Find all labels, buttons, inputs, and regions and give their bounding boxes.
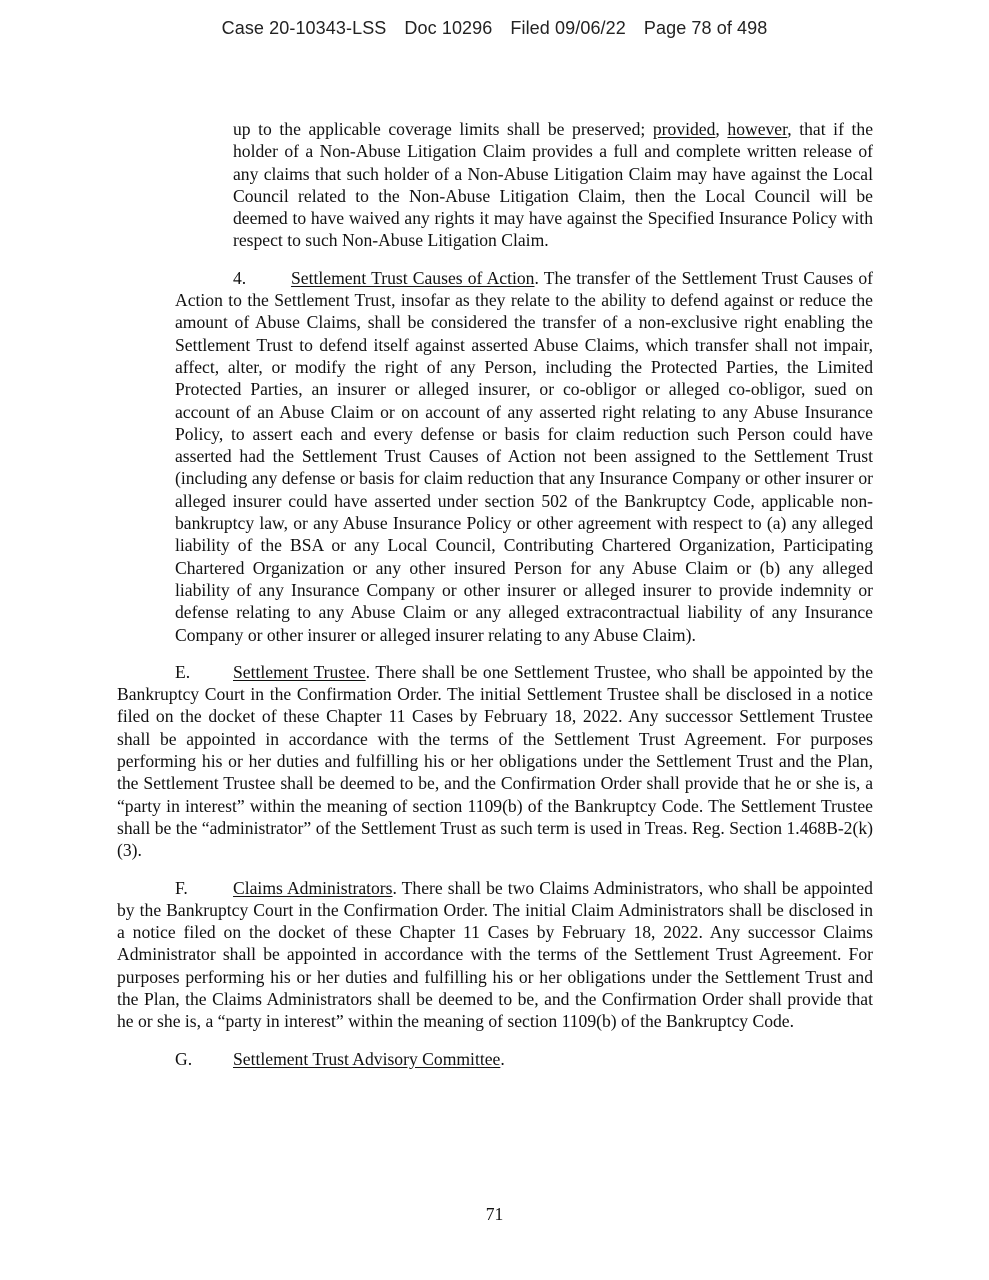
continuation-paragraph: up to the applicable coverage limits shall be preserved; provided, however, that if the holder of a Non-Abuse Litigation Claim provides a full and complete written release of any claims that such holder of a Non-Abuse Litigation Claim may have against the Local Council related to the Non-Abuse Litigation Claim, then the Local Council will be deemed to have waived any rights it may have against the Specified Insurance Policy with respect to such Non-Abuse Litigation Claim. xyxy=(233,119,873,251)
document-body xyxy=(117,118,873,1085)
however-term: however xyxy=(727,119,788,139)
section-4-heading: Settlement Trust Causes of Action xyxy=(291,267,535,288)
page-number: 71 xyxy=(485,1204,504,1224)
doc-number: Doc 10296 xyxy=(404,18,493,38)
section-e-heading: Settlement Trustee xyxy=(233,661,366,682)
case-number: Case 20-10343-LSS xyxy=(221,18,387,38)
section-e-paragraph xyxy=(117,661,873,862)
section-f-paragraph xyxy=(117,877,873,1033)
section-f-heading: Claims Administrators xyxy=(233,877,393,898)
page-count: Page 78 of 498 xyxy=(643,18,768,38)
section-g-letter: G. xyxy=(175,1048,193,1069)
section-f-body: . There shall be two Claims Administrators, who shall be appointed by the Bankruptcy Court in the Confirmation Order. The initial Claim Administrators shall be disclosed in a notice filed on the docket of these Chapter 11 Cases by February 18, 2022. Any successor Claims Administrator shall be appointed in accordance with the terms of the Settlement Trust Agreement. For purposes performing his or her duties and fulfilling his or her obligations under the Settlement Trust and the Plan, the Claims Administrators shall be deemed to be, and the Confirmation Order shall provide that he or she is, a “party in interest” within the meaning of section 1109(b) of the Bankruptcy Code. xyxy=(117,877,873,1032)
section-g-paragraph: G. Settlement Trust Advisory Committee. xyxy=(175,1048,505,1069)
section-4-paragraph xyxy=(175,267,873,646)
section-f-letter: F. xyxy=(175,877,188,898)
section-e-body: . There shall be one Settlement Trustee, who shall be appointed by the Bankruptcy Court in the Confirmation Order. The initial Settlement Trustee shall be disclosed in a notice filed on the docket of these Chapter 11 Cases by February 18, 2022. Any successor Settlement Trustee shall be appointed in accordance with the terms of the Settlement Trust Agreement. For purposes performing his or her duties and fulfilling his or her obligations under the Settlement Trust and the Plan, the Settlement Trustee shall be deemed to be, and the Confirmation Order shall provide that he or she is, a “party in interest” within the meaning of section 1109(b) of the Bankruptcy Code. The Settlement Trustee shall be the “administrator” of the Settlement Trust as such term is used in Treas. Reg. Section 1.468B-2(k)(3). xyxy=(117,661,874,861)
court-filing-header xyxy=(0,18,989,39)
section-4-number: 4. xyxy=(233,267,247,288)
section-g-heading: Settlement Trust Advisory Committee xyxy=(233,1048,501,1069)
provided-term: provided xyxy=(652,119,716,139)
section-4-body: . The transfer of the Settlement Trust Causes of Action to the Settlement Trust, insofar as they relate to the ability to defend against or reduce the amount of Abuse Claims, shall be considered the transfer of a non-exclusive right enabling the Settlement Trust to defend itself against asserted Abuse Claims, which transfer shall not impair, affect, alter, or modify the right of any Person, including the Protected Parties, the Limited Protected Parties, an insurer or alleged insurer, or co-obligor or alleged co-obligor, sued on account of an Abuse Claim or on account of any asserted right relating to any Abuse Insurance Policy, to assert each and every defense or basis for claim reduction such Person could have asserted had the Settlement Trust Causes of Action not been assigned to the Settlement Trust (including any defense or basis for claim reduction that any Insurance Company or other insurer or alleged insurer could have asserted under section 502 of the Bankruptcy Code, applicable non-bankruptcy law, or any Abuse Insurance Policy or other agreement with respect to (a) any alleged liability of the BSA or any Local Council, Contributing Chartered Organization, Participating Chartered Organization or any other insured Person for any Abuse Claim or (b) any alleged liability of any Insurance Company or other insurer or alleged insurer to provide indemnity or defense relating to any Abuse Claim or any alleged extracontractual liability of any Insurance Company or other insurer or alleged insurer relating to any Abuse Claim). xyxy=(175,267,873,645)
section-e-letter: E. xyxy=(175,661,191,682)
filed-date: Filed 09/06/22 xyxy=(510,18,626,38)
